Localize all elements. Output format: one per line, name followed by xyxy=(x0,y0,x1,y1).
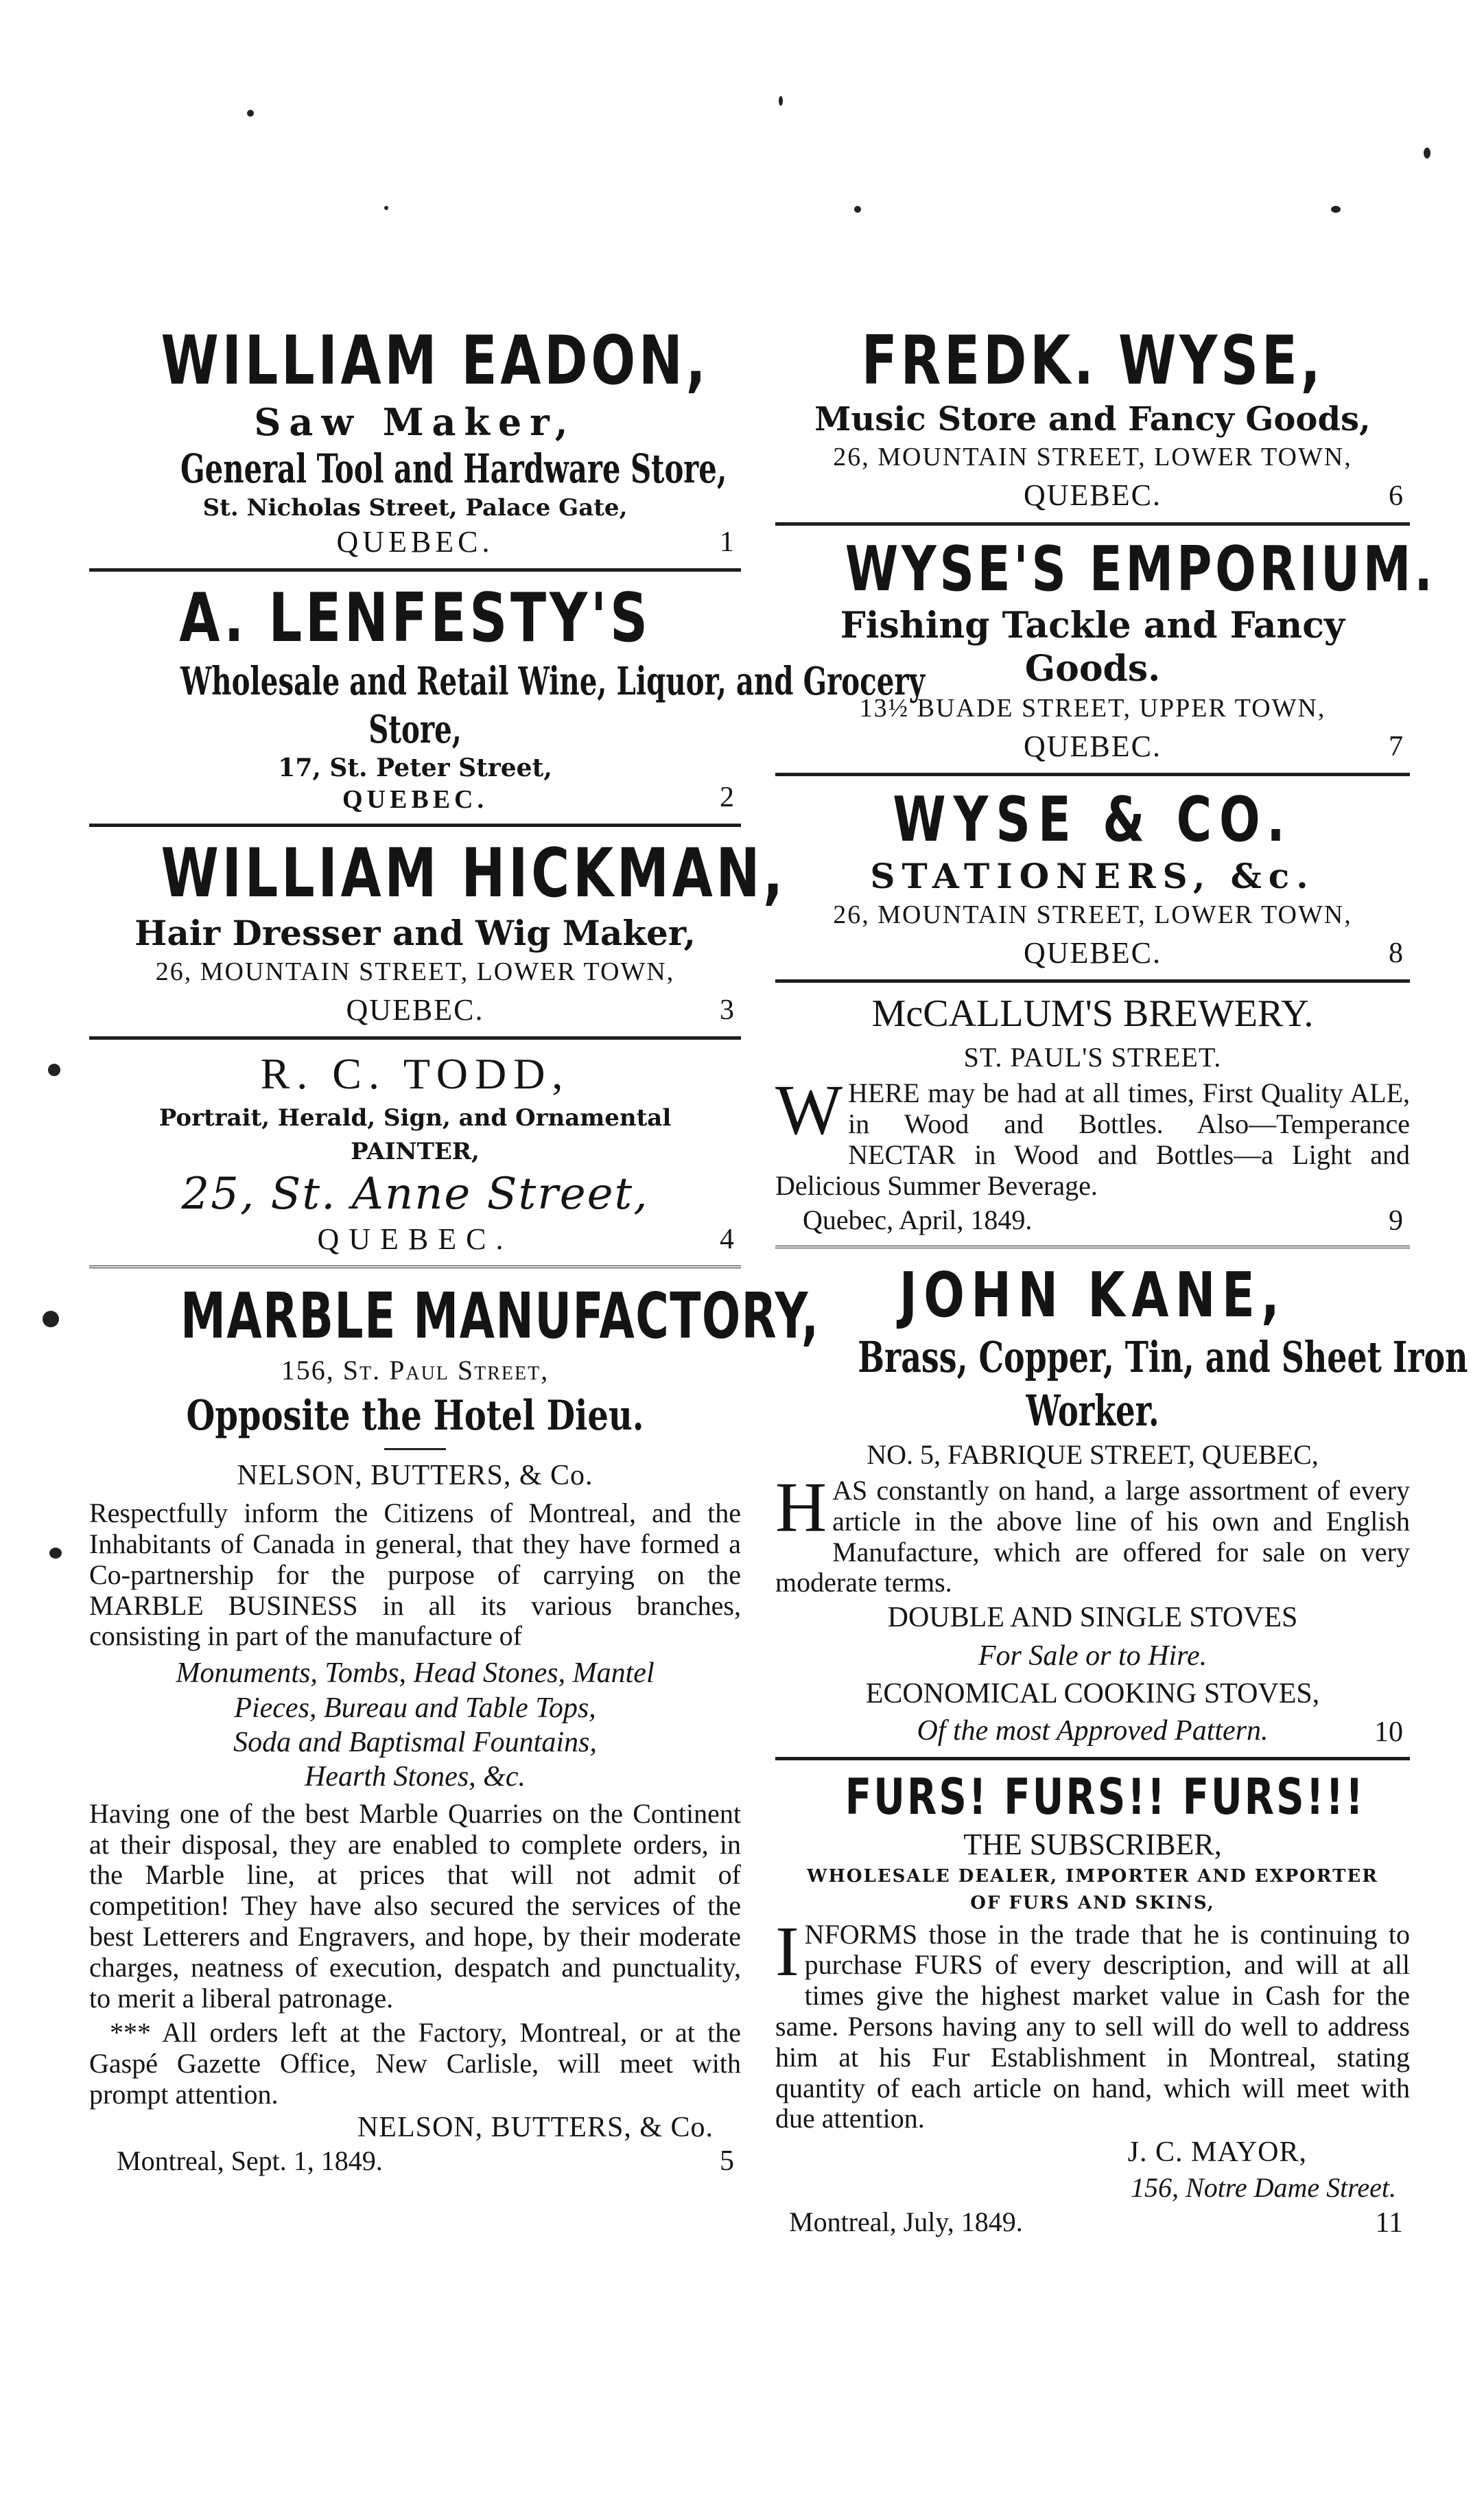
ad-address: 156, Notre Dame Street. xyxy=(1131,2171,1396,2203)
divider xyxy=(89,1266,741,1272)
ad-stoves: DOUBLE AND SINGLE STOVES xyxy=(887,1602,1298,1634)
ad-fredk-wyse xyxy=(775,323,1410,515)
scan-speck xyxy=(1424,148,1430,159)
scan-speck xyxy=(384,206,388,210)
drop-cap: W xyxy=(775,1078,843,1150)
ad-items-line: Pieces, Bureau and Table Tops, xyxy=(234,1692,596,1724)
ad-wyse-and-co xyxy=(775,784,1410,972)
right-column xyxy=(775,322,1468,2239)
ad-number: 7 xyxy=(1389,731,1403,763)
ad-items-line: Monuments, Tombs, Head Stones, Mantel xyxy=(176,1657,655,1690)
ad-rc-todd xyxy=(89,1048,741,1259)
ad-number: 1 xyxy=(720,526,734,558)
ad-address: 156, St. Paul Street, xyxy=(281,1354,550,1386)
scan-speck xyxy=(49,1548,62,1559)
ad-opposite: Opposite the Hotel Dieu. xyxy=(186,1391,644,1440)
ad-trade-2: Goods. xyxy=(1024,647,1161,690)
ad-address: 26, MOUNTAIN STREET, LOWER TOWN, xyxy=(833,900,1352,929)
ad-store: General Tool and Hardware Store, xyxy=(180,445,727,493)
ad-william-eadon xyxy=(89,323,741,561)
ad-number: 8 xyxy=(1389,937,1403,970)
ad-number: 11 xyxy=(1375,2206,1403,2239)
divider xyxy=(89,824,741,827)
divider xyxy=(89,568,741,572)
ad-number: 2 xyxy=(720,782,734,814)
ad-wyses-emporium xyxy=(775,533,1436,767)
ad-economical: ECONOMICAL COOKING STOVES, xyxy=(865,1677,1320,1710)
ad-number: 3 xyxy=(720,994,734,1027)
ad-items-line: Hearth Stones, &c. xyxy=(305,1761,526,1793)
ad-trade: Saw Maker, xyxy=(254,399,576,444)
ad-dealer: WHOLESALE DEALER, IMPORTER AND EXPORTER OF FURS AND SKINS, xyxy=(807,1865,1378,1913)
ad-date: Montreal, July, 1849. xyxy=(789,2206,1023,2237)
scan-speck xyxy=(43,1311,59,1327)
ad-title: A. LENFESTY'S xyxy=(179,579,651,657)
ad-trade: Music Store and Fancy Goods, xyxy=(814,399,1371,439)
ad-mccallums-brewery xyxy=(775,991,1410,1238)
divider xyxy=(775,522,1410,526)
ad-title: FURS! FURS!! FURS!!! xyxy=(845,1767,1365,1826)
ad-number: 6 xyxy=(1389,480,1403,512)
ad-firm: NELSON, BUTTERS, & Co. xyxy=(237,1459,593,1491)
ad-body xyxy=(775,1476,1410,1598)
ad-body xyxy=(775,1920,1410,2135)
ad-trade: Fishing Tackle and Fancy xyxy=(840,605,1345,647)
ad-title: WILLIAM HICKMAN, xyxy=(161,835,786,913)
ad-address: 26, MOUNTAIN STREET, LOWER TOWN, xyxy=(155,957,675,986)
ad-date: Montreal, Sept. 1, 1849. xyxy=(117,2145,383,2177)
ad-painter: PAINTER, xyxy=(351,1138,480,1166)
ad-date: Quebec, April, 1849. xyxy=(803,1204,1033,1235)
ad-body-text: HERE may be had at all times, First Quality ALE, in Wood and Bottles. Also—Temperance NECTAR in Wood and Bottles—a Light and Delicious Summer Beverage. xyxy=(775,1078,1410,1201)
ad-signature: J. C. MAYOR, xyxy=(1127,2136,1307,2169)
ad-number: 4 xyxy=(720,1223,734,1255)
ad-body-text: NFORMS those in the trade that he is continuing to purchase FURS of every description, and will at all times give the highest market value in Cash for the same. Persons having any to sell will do well to address him at his Fur Establishment in Montreal, stating quantity of each article on hand, which will meet with due attention. xyxy=(775,1919,1410,2134)
ad-for-sale: For Sale or to Hire. xyxy=(978,1640,1208,1672)
scan-speck xyxy=(854,206,861,213)
ad-subscriber: THE SUBSCRIBER, xyxy=(963,1827,1222,1861)
ad-trade-2: Worker. xyxy=(1026,1385,1159,1436)
ad-signature: NELSON, BUTTERS, & Co. xyxy=(357,2111,714,2143)
ad-number: 10 xyxy=(1374,1716,1403,1748)
divider xyxy=(775,979,1410,983)
ad-address: 25, St. Anne Street, xyxy=(181,1168,649,1220)
ad-city: QUEBEC. xyxy=(342,784,488,814)
ad-city: QUEBEC. xyxy=(1024,478,1162,513)
ad-body-text: AS constantly on hand, a large assortment of every article in the above line of his own and English Manufacture, which are offered for sale on very moderate terms. xyxy=(775,1476,1410,1598)
ad-lenfesty xyxy=(89,579,926,817)
ad-marble-manufactory xyxy=(89,1279,820,2178)
ad-furs xyxy=(775,1769,1410,2239)
ad-address: St. Nicholas Street, Palace Gate, xyxy=(202,493,628,522)
ad-william-hickman xyxy=(89,835,786,1029)
ad-title: FREDK. WYSE, xyxy=(861,322,1324,400)
short-rule xyxy=(384,1448,446,1450)
ad-body xyxy=(775,1078,1410,1201)
ad-note: *** All orders left at the Factory, Montreal, or at the Gaspé Gazette Office, New Carlisle, will meet with prompt attention. xyxy=(89,2017,741,2110)
ad-number: 5 xyxy=(720,2145,734,2178)
divider xyxy=(89,1036,741,1040)
ad-address: 13½ BUADE STREET, UPPER TOWN, xyxy=(859,693,1326,723)
ad-city: QUEBEC. xyxy=(346,993,484,1027)
ad-trade: Brass, Copper, Tin, and Sheet Iron xyxy=(858,1332,1468,1383)
ad-title: MARBLE MANUFACTORY, xyxy=(180,1279,820,1353)
ad-items xyxy=(89,1656,741,1795)
ad-desc: Wholesale and Retail Wine, Liquor, and Grocery xyxy=(180,658,926,704)
ad-desc-2: Store, xyxy=(368,706,462,752)
ad-address: 17, St. Peter Street, xyxy=(278,753,552,782)
ad-trade: Hair Dresser and Wig Maker, xyxy=(134,912,696,953)
ad-title: JOHN KANE, xyxy=(899,1259,1286,1331)
ad-title: WYSE & CO. xyxy=(893,784,1293,856)
drop-cap: I xyxy=(775,1919,799,1991)
ad-city: QUEBEC. xyxy=(317,1222,513,1256)
ad-title: WILLIAM EADON, xyxy=(161,322,709,400)
ad-street: ST. PAUL'S STREET. xyxy=(963,1042,1222,1073)
ad-number: 9 xyxy=(1389,1204,1403,1237)
ad-title: WYSE'S EMPORIUM. xyxy=(845,533,1436,605)
ad-approved: Of the most Approved Pattern. xyxy=(917,1715,1269,1747)
divider xyxy=(775,1246,1410,1252)
ad-paragraph-2: Having one of the best Marble Quarries on the Continent at their disposal, they are enabled to complete orders, in the Marble line, at prices that will not admit of competition! They have also secured the services of the best Letterers and Engravers, and hope, by their moderate charges, neatness of execution, despatch and punctuality, to merit a liberal patronage. xyxy=(89,1797,741,2014)
ad-paragraph: Respectfully inform the Citizens of Montreal, and the Inhabitants of Canada in general, that they have formed a Co-partnership for the purpose of carrying on the MARBLE BUSINESS in all its various branches, consisting in part of the manufacture of xyxy=(89,1497,741,1652)
scan-speck xyxy=(1331,206,1341,213)
ad-items-line: Soda and Baptismal Fountains, xyxy=(233,1727,597,1759)
divider xyxy=(775,773,1410,776)
ad-address: 26, MOUNTAIN STREET, LOWER TOWN, xyxy=(833,443,1352,472)
ad-city: QUEBEC. xyxy=(1024,730,1162,764)
ad-john-kane xyxy=(775,1259,1468,1750)
ad-city: QUEBEC. xyxy=(1024,936,1162,970)
scan-speck xyxy=(48,1064,60,1076)
ad-title: R. C. TODD, xyxy=(260,1049,570,1099)
scan-speck xyxy=(247,110,254,117)
drop-cap: H xyxy=(775,1476,827,1548)
scan-speck xyxy=(779,96,783,106)
ad-city: QUEBEC. xyxy=(336,524,494,559)
ad-trade: Portrait, Herald, Sign, and Ornamental xyxy=(158,1104,672,1132)
ad-title: McCALLUM'S BREWERY. xyxy=(871,992,1314,1036)
divider xyxy=(775,1757,1410,1760)
ad-trade: STATIONERS, &c. xyxy=(870,855,1315,896)
ad-address: NO. 5, FABRIQUE STREET, QUEBEC, xyxy=(867,1439,1319,1471)
